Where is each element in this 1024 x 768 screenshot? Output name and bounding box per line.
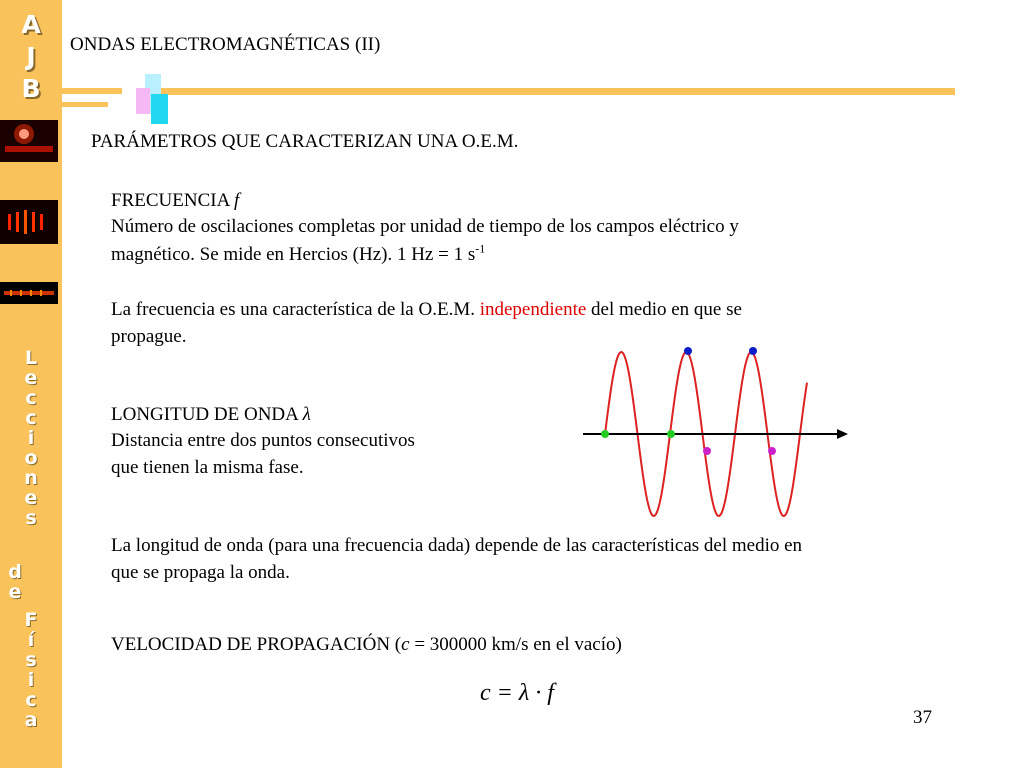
page-title: ONDAS ELECTROMAGNÉTICAS (II)	[70, 34, 381, 55]
logo-letter-j: J	[26, 42, 36, 71]
wavelength-symbol: λ	[302, 404, 311, 425]
wavelength-heading: LONGITUD DE ONDA λ	[111, 404, 311, 425]
highlight-independiente: independiente	[479, 299, 587, 320]
phase-point-1	[703, 447, 711, 455]
logo-letter-b: B	[21, 74, 41, 103]
page-number: 37	[913, 707, 932, 728]
phase-point-2	[768, 447, 776, 455]
wavelength-definition-1: Distancia entre dos puntos consecutivos	[111, 430, 415, 451]
axis-arrowhead	[837, 429, 848, 439]
crest-point-1	[684, 347, 692, 355]
thumbnail-image-3	[0, 282, 58, 304]
wavelength-definition-2: que tienen la misma fase.	[111, 457, 304, 478]
velocity-equation: c = λ · f	[480, 680, 554, 706]
header-bar-short-2	[62, 102, 108, 107]
deco-square-cyan	[151, 94, 168, 124]
wave-diagram	[575, 343, 855, 523]
frequency-symbol: f	[234, 190, 240, 211]
sidebar	[0, 0, 62, 768]
section-subtitle: PARÁMETROS QUE CARACTERIZAN UNA O.E.M.	[91, 131, 519, 152]
zero-point-1	[601, 430, 609, 438]
thumbnail-image-2	[0, 200, 58, 244]
frequency-independence: La frecuencia es una característica de la O.E.M. independiente del medio en que se	[111, 299, 742, 320]
frequency-definition-2: magnético. Se mide en Hercios (Hz). 1 Hz = 1 $s^{-1}$	[111, 241, 486, 265]
header-bar-long	[160, 88, 955, 95]
frequency-independence-2: propague.	[111, 326, 187, 347]
frequency-definition-1: Número de oscilaciones completas por unidad de tiempo de los campos eléctrico y	[111, 216, 739, 237]
sidebar-vertical-text-de: d e	[8, 561, 22, 603]
deco-square-pink	[136, 88, 150, 114]
frequency-heading: FRECUENCIA f	[111, 190, 240, 211]
thumbnail-image-1	[0, 120, 58, 162]
wavelength-dependence-1: La longitud de onda (para una frecuencia dada) depende de las características del medio en	[111, 535, 803, 556]
logo-letter-a: A	[21, 10, 41, 39]
crest-point-2	[749, 347, 757, 355]
velocity-line: VELOCIDAD DE PROPAGACIÓN (c = 300000 km/s en el vacío)	[111, 634, 622, 655]
sidebar-vertical-text: L e c c i o n e s	[24, 347, 38, 529]
header-bar-short-1	[62, 88, 122, 94]
sidebar-vertical-text-fisica: F í s i c a	[24, 609, 38, 731]
wavelength-dependence-2: que se propaga la onda.	[111, 562, 290, 583]
zero-point-2	[667, 430, 675, 438]
